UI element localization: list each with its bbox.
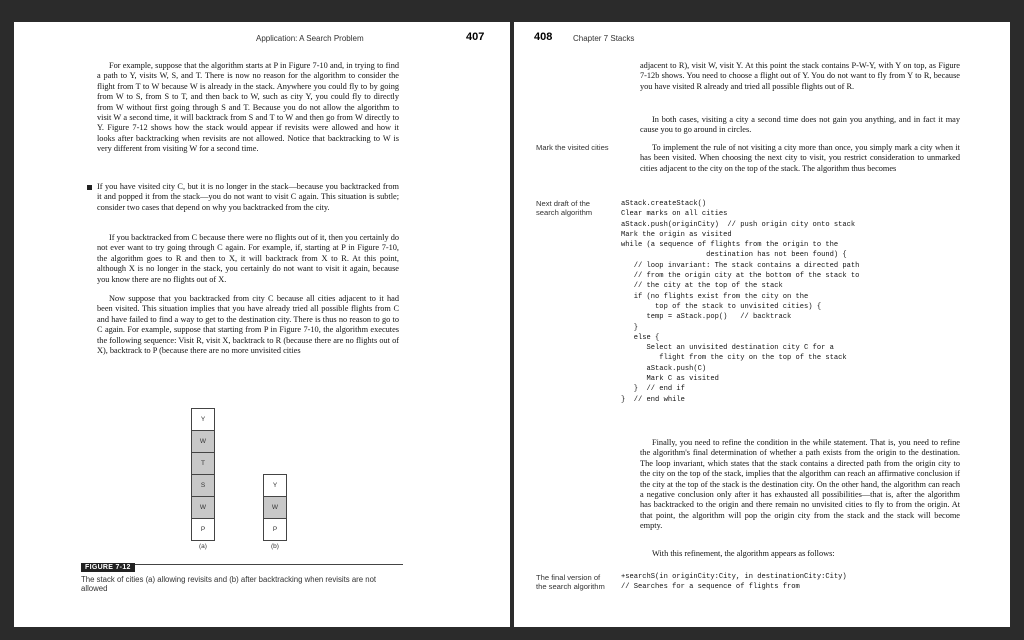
body-paragraph: Now suppose that you backtracked from city C because all cities adjacent to it had been visited. This situation implies that you have already tried all possible flights from C and have failed to find a way to get to the destination city. There is thus no reason to go to C again. For example, suppose that starting from P in Figure 7-10, the algorithm executes the following sequence: Visit R, visit X, backtrack to R (because there are no flights out of X), backtrack to P (because there are no more unvisited cities [97,294,399,356]
body-paragraph: In both cases, visiting a city a second time does not gain you anything, and in fact it may cause you to go around in circles. [640,115,960,135]
stack-diagram-b [263,474,287,541]
stack-cell: T [191,453,215,475]
pseudocode-block: +searchS(in originCity:City, in destinationCity:City) // Searches for a sequence of flights from [621,573,847,592]
margin-note: Mark the visited cities [536,143,609,152]
page-number: 407 [466,31,485,43]
right-page [514,22,1010,627]
body-paragraph: To implement the rule of not visiting a city more than once, you simply mark a city when it has been visited. When choosing the next city to visit, you restrict consideration to unmarked cities adjacent to the city on the top of the stack. The algorithm thus becomes [640,143,960,173]
running-header: Application: A Search Problem [256,34,364,43]
left-page [14,22,510,627]
stack-label-b: (b) [271,543,279,550]
body-paragraph: Finally, you need to refine the condition in the while statement. That is, you need to refine the algorithm's final determination of whether a path exists from the origin to the destination. The loop invariant, which states that the stack contains a directed path from the origin city to the city on the top of the stack, implies that the algorithm can reach an affirmative conclusion if the city at the top of the stack is the destination city. On the other hand, the algorithm can reach a negative conclusion only after it has exhausted all possibilities—that is, after the algorithm has backtracked to the origin and there remain no unvisited cities to fly to from the origin. At that point, the algorithm will pop the origin city from the stack and the stack will become empty. [640,438,960,531]
stack-cell: P [191,519,215,541]
body-paragraph: For example, suppose that the algorithm starts at P in Figure 7-10 and, in trying to find a path to Y, visits W, S, and T. There is now no reason for the algorithm to consider the flight from T to W because W is already in the stack. Anywhere you could fly to by going from W to S, from S to T, and then back to W, such as city Y, you could fly to directly from W without first going through S and T. Because you do not allow the algorithm to visit W a second time, it will backtrack from S and T to W and then go from W directly to Y. Figure 7-12 shows how the stack would appear if revisits were allowed and how it looks after backtracking when revisits are not allowed. Notice that backtracking to W is very different from visiting W for a second time. [97,61,399,154]
stack-diagram-a [191,408,215,541]
stack-cell: W [263,497,287,519]
figure-label: FIGURE 7-12 [81,563,135,572]
stack-cell: S [191,475,215,497]
bullet-icon [87,185,92,190]
margin-note: Next draft of the search algorithm [536,199,593,217]
body-paragraph: With this refinement, the algorithm appears as follows: [652,549,835,558]
margin-note: The final version of the search algorithm [536,573,605,591]
page-number: 408 [534,31,553,43]
stack-cell: P [263,519,287,541]
stack-cell: Y [263,474,287,497]
figure-caption: The stack of cities (a) allowing revisits and (b) after backtracking when revisits are not allowed [81,575,377,593]
pseudocode-block: aStack.createStack() Clear marks on all cities aStack.push(originCity) // push origin city onto stack Mark the origin as visited while (a sequence of flights from the origin to the destination has not been found) { // loop invariant: The stack contains a directed path // from the origin city at the bottom of the stack to // the city at the top of the stack if (no flights exist from the city on the top of the stack to unvisited cities) { temp = aStack.pop() // backtrack } else { Select an unvisited destination city C for a flight from the city on the top of the stack aStack.push(C) Mark C as visited } // end if } // end while [621,200,860,404]
bullet-paragraph: If you have visited city C, but it is no longer in the stack—because you backtracked from it and popped it from the stack—you do not want to visit C again. This situation is subtle; consider two cases that depend on why you backtracked from the city. [97,182,399,212]
body-paragraph: If you backtracked from C because there were no flights out of it, then you certainly do not ever want to try going through C again. For example, if, starting at P in Figure 7-10, the algorithm goes to R and then to X, it will backtrack from X to R. At this point, although X is no longer in the stack, you certainly do not want to visit it again, because you know there are no flights out of X. [97,233,399,284]
stack-label-a: (a) [199,543,207,550]
running-header: Chapter 7 Stacks [573,34,635,43]
body-paragraph: adjacent to R), visit W, visit Y. At this point the stack contains P-W-Y, with Y on top, as Figure 7-12b shows. You need to choose a flight out of Y. You do not want to fly from Y to R, because you have visited R already and tried all possible flights out of R. [640,61,960,91]
stack-cell: W [191,497,215,519]
stack-cell: W [191,431,215,453]
stack-cell: Y [191,408,215,431]
